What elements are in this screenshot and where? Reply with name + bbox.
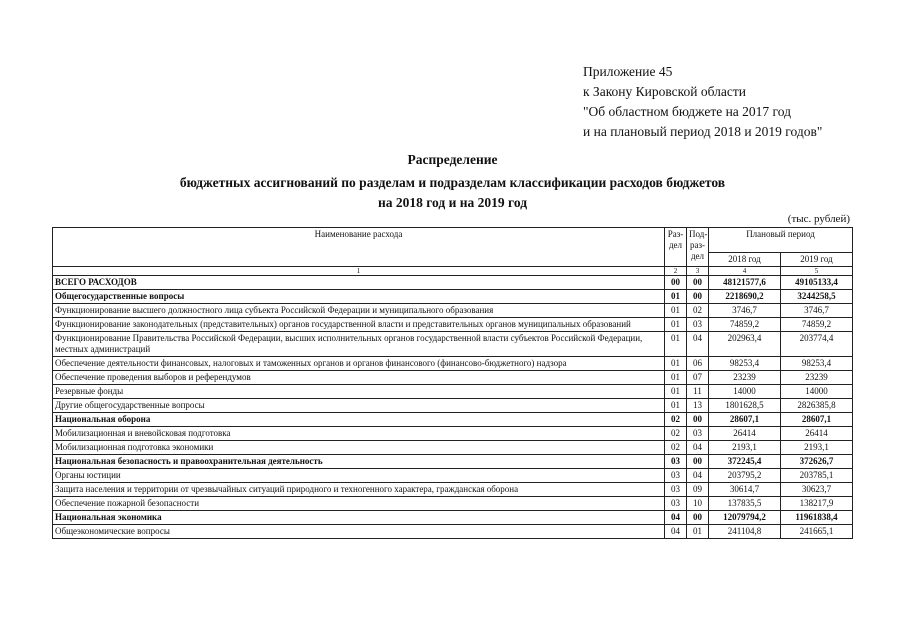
row-subsection: 03 (687, 427, 709, 441)
row-name: Органы юстиции (53, 469, 665, 483)
row-name: Обеспечение пожарной безопасности (53, 497, 665, 511)
row-name: Функционирование Правительства Российской Федерации, высших исполнительных органов государственной власти субъектов Российской Федерации, местных администраций (53, 332, 665, 357)
row-value-2018: 28607,1 (709, 413, 781, 427)
row-section: 01 (665, 357, 687, 371)
row-section: 03 (665, 455, 687, 469)
row-subsection: 00 (687, 455, 709, 469)
table-row (53, 483, 853, 497)
table-row (53, 497, 853, 511)
row-section: 04 (665, 511, 687, 525)
row-section: 01 (665, 318, 687, 332)
table-row (53, 276, 853, 290)
row-value-2018: 26414 (709, 427, 781, 441)
row-value-2018: 48121577,6 (709, 276, 781, 290)
row-name: Мобилизационная и вневойсковая подготовка (53, 427, 665, 441)
header-planned-period: Плановый период (709, 228, 853, 253)
header-name: Наименование расхода (53, 228, 665, 267)
column-number: 3 (687, 267, 709, 276)
row-section: 01 (665, 290, 687, 304)
row-subsection: 07 (687, 371, 709, 385)
row-subsection: 00 (687, 290, 709, 304)
row-section: 04 (665, 525, 687, 539)
table-row (53, 371, 853, 385)
row-subsection: 02 (687, 304, 709, 318)
row-value-2019: 26414 (781, 427, 853, 441)
row-section: 03 (665, 469, 687, 483)
row-name: Общеэкономические вопросы (53, 525, 665, 539)
column-number: 4 (709, 267, 781, 276)
column-number-row (53, 267, 853, 276)
row-name: ВСЕГО РАСХОДОВ (53, 276, 665, 290)
row-subsection: 04 (687, 332, 709, 357)
row-section: 01 (665, 371, 687, 385)
row-value-2018: 12079794,2 (709, 511, 781, 525)
row-subsection: 01 (687, 525, 709, 539)
row-value-2018: 137835,5 (709, 497, 781, 511)
row-value-2019: 2826385,8 (781, 399, 853, 413)
table-row (53, 413, 853, 427)
row-section: 01 (665, 304, 687, 318)
row-subsection: 11 (687, 385, 709, 399)
table-row (53, 399, 853, 413)
row-value-2019: 2193,1 (781, 441, 853, 455)
table-row (53, 511, 853, 525)
row-value-2018: 3746,7 (709, 304, 781, 318)
row-value-2019: 28607,1 (781, 413, 853, 427)
header-year-2018: 2018 год (709, 253, 781, 267)
column-number: 2 (665, 267, 687, 276)
row-subsection: 06 (687, 357, 709, 371)
row-name: Общегосударственные вопросы (53, 290, 665, 304)
row-value-2018: 241104,8 (709, 525, 781, 539)
row-value-2018: 2193,1 (709, 441, 781, 455)
row-value-2019: 3746,7 (781, 304, 853, 318)
row-value-2018: 98253,4 (709, 357, 781, 371)
table-row (53, 455, 853, 469)
row-name: Другие общегосударственные вопросы (53, 399, 665, 413)
row-subsection: 04 (687, 441, 709, 455)
row-value-2019: 30623,7 (781, 483, 853, 497)
row-section: 01 (665, 332, 687, 357)
row-section: 02 (665, 413, 687, 427)
row-value-2019: 49105133,4 (781, 276, 853, 290)
row-section: 03 (665, 497, 687, 511)
document-subtitle: бюджетных ассигнований по разделам и подразделам классификации расходов бюджетов (179, 175, 726, 190)
row-value-2018: 372245,4 (709, 455, 781, 469)
row-subsection: 00 (687, 276, 709, 290)
row-section: 02 (665, 427, 687, 441)
row-name: Защита населения и территории от чрезвычайных ситуаций природного и техногенного характера, гражданская оборона (53, 483, 665, 497)
appendix-line-4: и на плановый период 2018 и 2019 годов" (583, 124, 823, 139)
row-value-2018: 203795,2 (709, 469, 781, 483)
budget-table (52, 227, 853, 539)
row-value-2019: 203785,1 (781, 469, 853, 483)
row-subsection: 10 (687, 497, 709, 511)
row-value-2019: 98253,4 (781, 357, 853, 371)
table-row (53, 332, 853, 357)
row-section: 01 (665, 385, 687, 399)
row-name: Функционирование высшего должностного лица субъекта Российской Федерации и муниципального образования (53, 304, 665, 318)
appendix-line-2: к Закону Кировской области (583, 84, 747, 99)
header-row (53, 228, 853, 253)
row-name: Национальная экономика (53, 511, 665, 525)
row-name: Резервные фонды (53, 385, 665, 399)
row-name: Национальная безопасность и правоохранительная деятельность (53, 455, 665, 469)
column-number: 1 (53, 267, 665, 276)
document-period: на 2018 год и на 2019 год (377, 195, 528, 210)
row-value-2019: 23239 (781, 371, 853, 385)
row-value-2019: 14000 (781, 385, 853, 399)
appendix-note (583, 62, 822, 142)
header-subsection: Под-раз-дел (687, 228, 709, 267)
units-label: (тыс. рублей) (787, 213, 850, 225)
row-subsection: 00 (687, 413, 709, 427)
row-value-2019: 372626,7 (781, 455, 853, 469)
row-subsection: 13 (687, 399, 709, 413)
appendix-line-3: "Об областном бюджете на 2017 год (583, 104, 791, 119)
table-row (53, 385, 853, 399)
table-row (53, 469, 853, 483)
row-value-2019: 11961838,4 (781, 511, 853, 525)
row-subsection: 00 (687, 511, 709, 525)
header-section: Раз-дел (665, 228, 687, 267)
row-value-2019: 74859,2 (781, 318, 853, 332)
row-name: Мобилизационная подготовка экономики (53, 441, 665, 455)
table-row (53, 441, 853, 455)
row-value-2019: 203774,4 (781, 332, 853, 357)
row-value-2018: 2218690,2 (709, 290, 781, 304)
row-value-2018: 1801628,5 (709, 399, 781, 413)
appendix-line-1: Приложение 45 (583, 64, 673, 79)
document-title: Распределение (407, 152, 498, 167)
row-value-2018: 202963,4 (709, 332, 781, 357)
table-row (53, 318, 853, 332)
row-value-2018: 14000 (709, 385, 781, 399)
row-value-2018: 23239 (709, 371, 781, 385)
row-section: 02 (665, 441, 687, 455)
row-section: 03 (665, 483, 687, 497)
budget-table-body (53, 228, 853, 539)
row-name: Обеспечение деятельности финансовых, налоговых и таможенных органов и органов финансового (финансово-бюджетного) надзора (53, 357, 665, 371)
table-row (53, 304, 853, 318)
table-row (53, 525, 853, 539)
row-name: Функционирование законодательных (представительных) органов государственной власти и представительных органов муниципальных образований (53, 318, 665, 332)
row-value-2019: 3244258,5 (781, 290, 853, 304)
table-row (53, 357, 853, 371)
row-value-2019: 241665,1 (781, 525, 853, 539)
row-value-2018: 30614,7 (709, 483, 781, 497)
column-number: 5 (781, 267, 853, 276)
row-value-2019: 138217,9 (781, 497, 853, 511)
row-subsection: 04 (687, 469, 709, 483)
row-subsection: 03 (687, 318, 709, 332)
header-year-2019: 2019 год (781, 253, 853, 267)
table-row (53, 427, 853, 441)
row-subsection: 09 (687, 483, 709, 497)
row-section: 01 (665, 399, 687, 413)
table-row (53, 290, 853, 304)
row-name: Обеспечение проведения выборов и референдумов (53, 371, 665, 385)
row-name: Национальная оборона (53, 413, 665, 427)
row-value-2018: 74859,2 (709, 318, 781, 332)
row-section: 00 (665, 276, 687, 290)
